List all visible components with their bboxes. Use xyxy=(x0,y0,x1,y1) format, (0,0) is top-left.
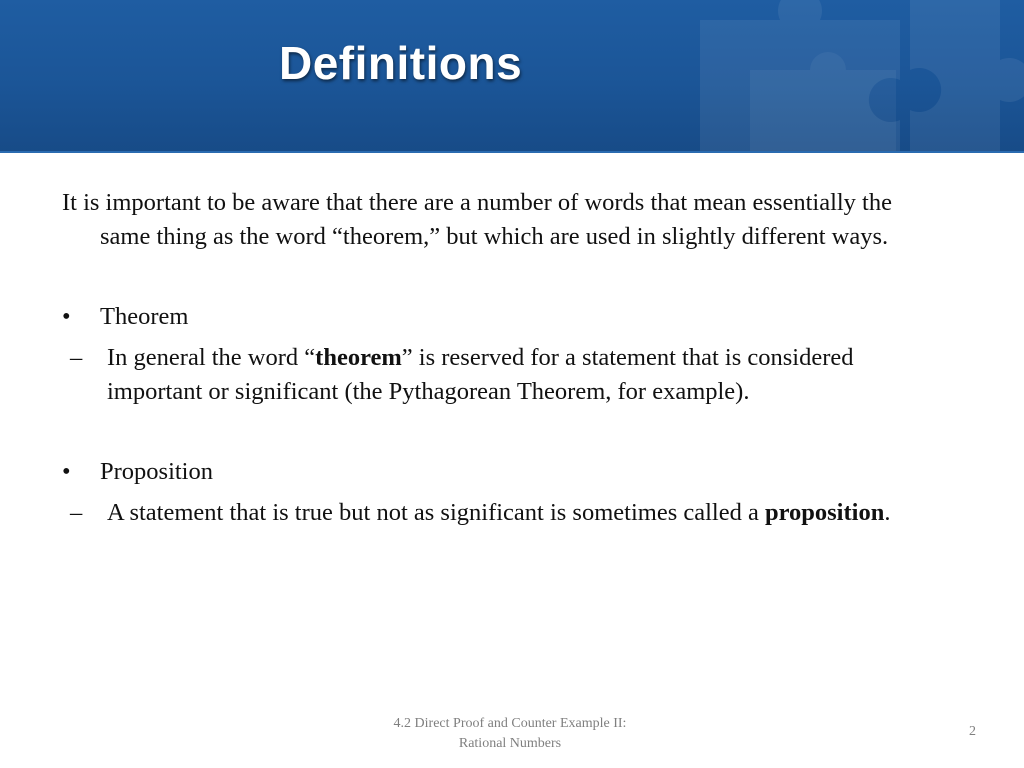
slide-body xyxy=(62,186,942,530)
footer-line-1: 4.2 Direct Proof and Counter Example II: xyxy=(393,716,627,731)
bullet-label: Theorem xyxy=(100,303,189,330)
sub-text-after: ” is reserved for a statement that is considered important or significant (the Pythagorean Theorem, for example). xyxy=(107,344,854,405)
sub-text-bold: theorem xyxy=(315,344,402,371)
dash-icon: – xyxy=(70,344,83,371)
slide-header xyxy=(0,0,1024,153)
sub-bullet-theorem xyxy=(62,341,942,409)
sub-text-before: A statement that is true but not as significant is sometimes called a xyxy=(107,499,765,526)
footer-line-2: Rational Numbers xyxy=(458,736,562,751)
sub-bullet-proposition xyxy=(62,496,942,530)
bullet-theorem xyxy=(62,300,942,334)
intro-paragraph: It is important to be aware that there are a number of words that mean essentially the same thing as the word “theorem,” but which are used in slightly different ways. xyxy=(62,189,892,250)
header-divider xyxy=(0,151,1024,153)
sub-text-before: In general the word “ xyxy=(107,344,316,371)
dash-icon: – xyxy=(70,499,83,526)
bullet-icon: • xyxy=(62,458,71,485)
sub-text-bold: proposition xyxy=(764,499,885,526)
bullet-proposition xyxy=(62,455,942,489)
bullet-icon: • xyxy=(62,303,71,330)
bullet-label: Proposition xyxy=(100,458,213,485)
sub-text-after: . xyxy=(884,499,891,526)
puzzle-piece-icon xyxy=(660,0,1024,153)
page-number: 2 xyxy=(969,724,976,739)
slide-footer xyxy=(345,714,675,754)
slide-title: Definitions xyxy=(279,37,523,89)
